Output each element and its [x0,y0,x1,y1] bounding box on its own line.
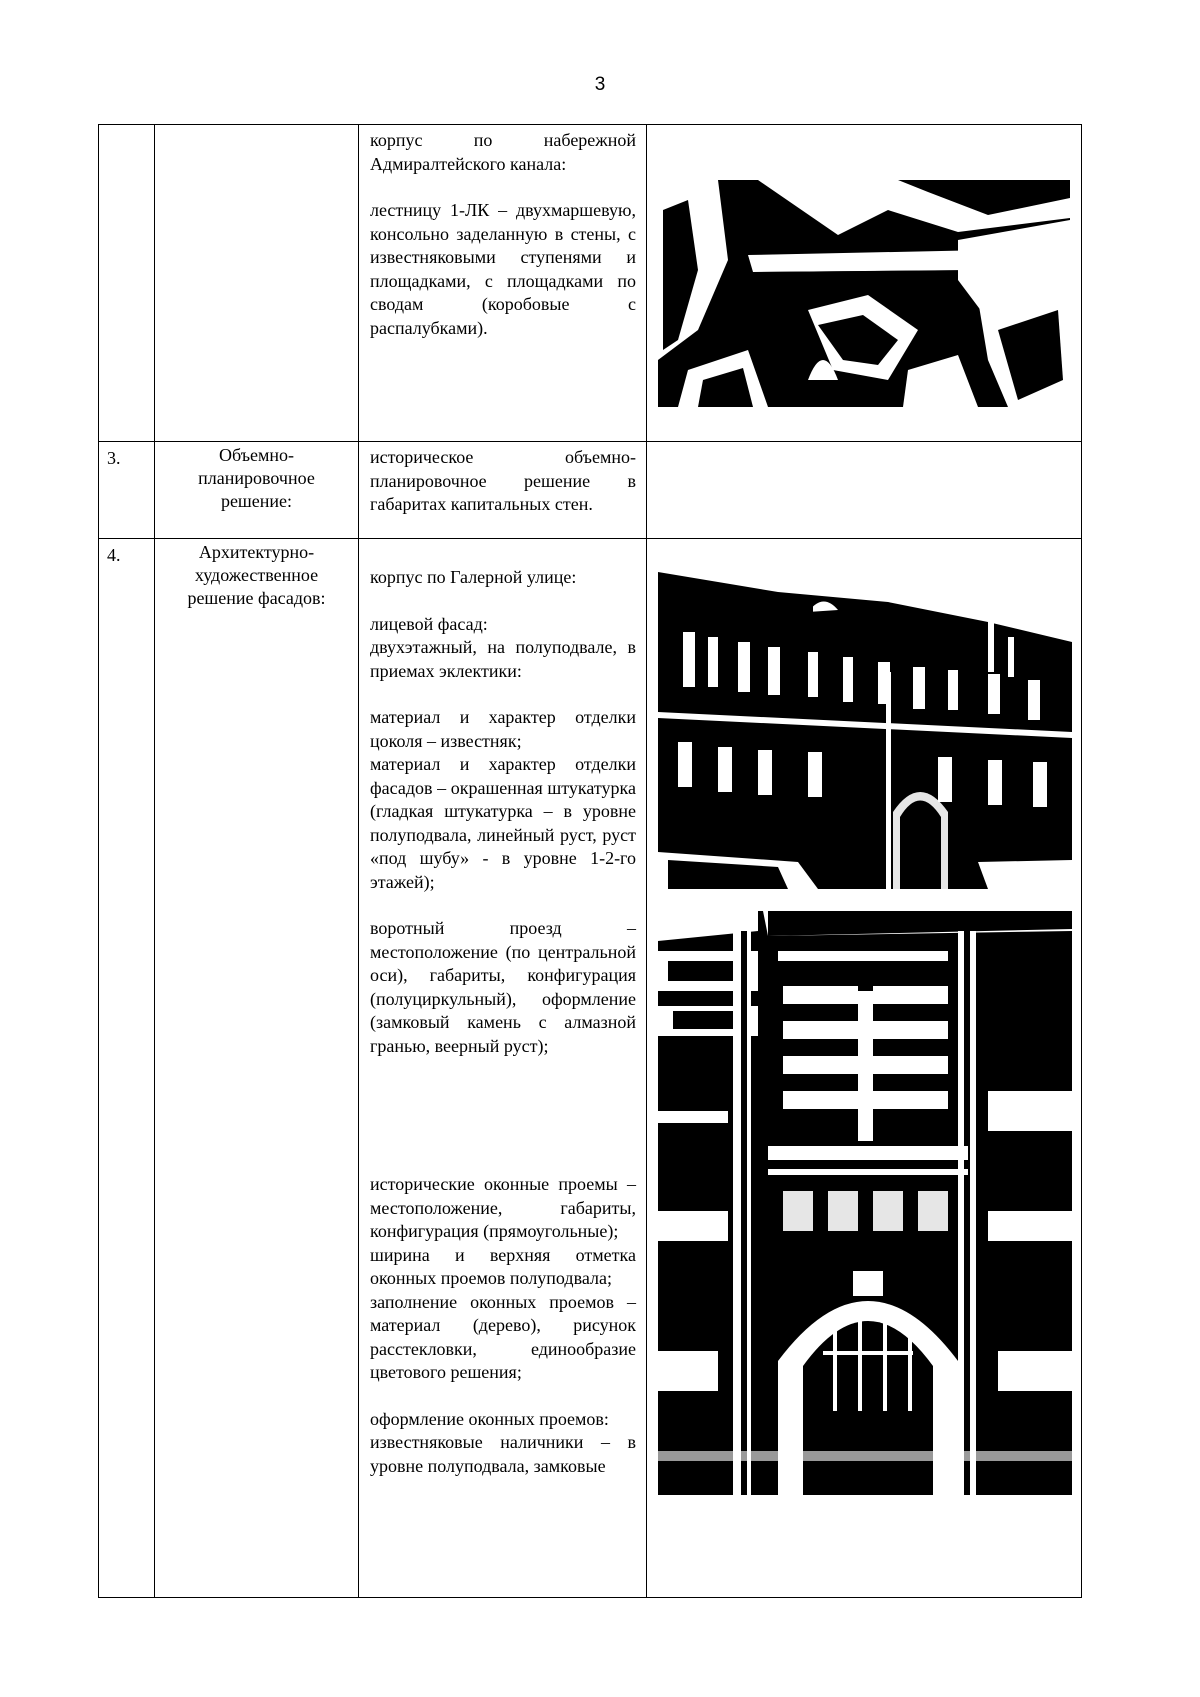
description-line: материал и характер отделки цоколя – известняк; [370,707,636,751]
description-line: лицевой фасад: [370,613,488,634]
description-line: ширина и верхняя отметка оконных проемов полуподвала; [370,1244,636,1288]
description-line: историческое объемно-планировочное решение в габаритах капитальных стен. [370,447,636,514]
description-line: известняковые наличники – в уровне полуподвала, замковые [370,1432,636,1476]
photo-cell [647,442,1082,539]
row-number [99,125,155,442]
row-category: Архитектурно-художественное решение фасадов: [155,539,359,1598]
protected-features-table [98,124,1082,1598]
row-description [359,125,647,442]
description-line: лестницу 1-ЛК – двухмаршевую, консольно заделанную в стены, с известняковыми ступенями и площадками, с площадками по сводам (коробовые с распалубками). [370,200,636,338]
gate-photo [658,911,1072,1495]
description-line: материал и характер отделки фасадов – окрашенная штукатурка (гладкая штукатурка – в уровне полуподвала, линейный руст, руст «под шубу» - в уровне 1-2-го этажей); [370,754,636,892]
row-category [155,125,359,442]
description-line: оформление оконных проемов: [370,1408,609,1429]
staircase-photo [658,180,1070,407]
row-description [359,442,647,539]
row-number: 4. [99,539,155,1598]
description-line: заполнение оконных проемов – материал (дерево), рисунок расстекловки, единообразие цветового решения; [370,1291,636,1382]
facade-photo [658,562,1072,889]
page-number: 3 [594,74,606,95]
description-line: корпус по набережной Адмиралтейского канала: [370,130,636,174]
description-line: корпус по Галерной улице: [370,567,577,587]
row-number: 3. [99,442,155,539]
description-line: двухэтажный, на полуподвале, в приемах эклектики: [370,637,636,681]
description-line: воротный проезд – местоположение (по центральной оси), габариты, конфигурация (полуциркульный), оформление (замковый камень с алмазной гранью, веерный руст); [370,918,636,1056]
row-category: Объемно-планировочное решение: [155,442,359,539]
table-row [99,539,1082,1598]
photo-cell [647,539,1082,1598]
description-line: исторические оконные проемы – местоположение, габариты, конфигурация (прямоугольные); [370,1174,636,1241]
table-row [99,442,1082,539]
photo-cell [647,125,1082,442]
table-row [99,125,1082,442]
row-description [359,539,647,1598]
